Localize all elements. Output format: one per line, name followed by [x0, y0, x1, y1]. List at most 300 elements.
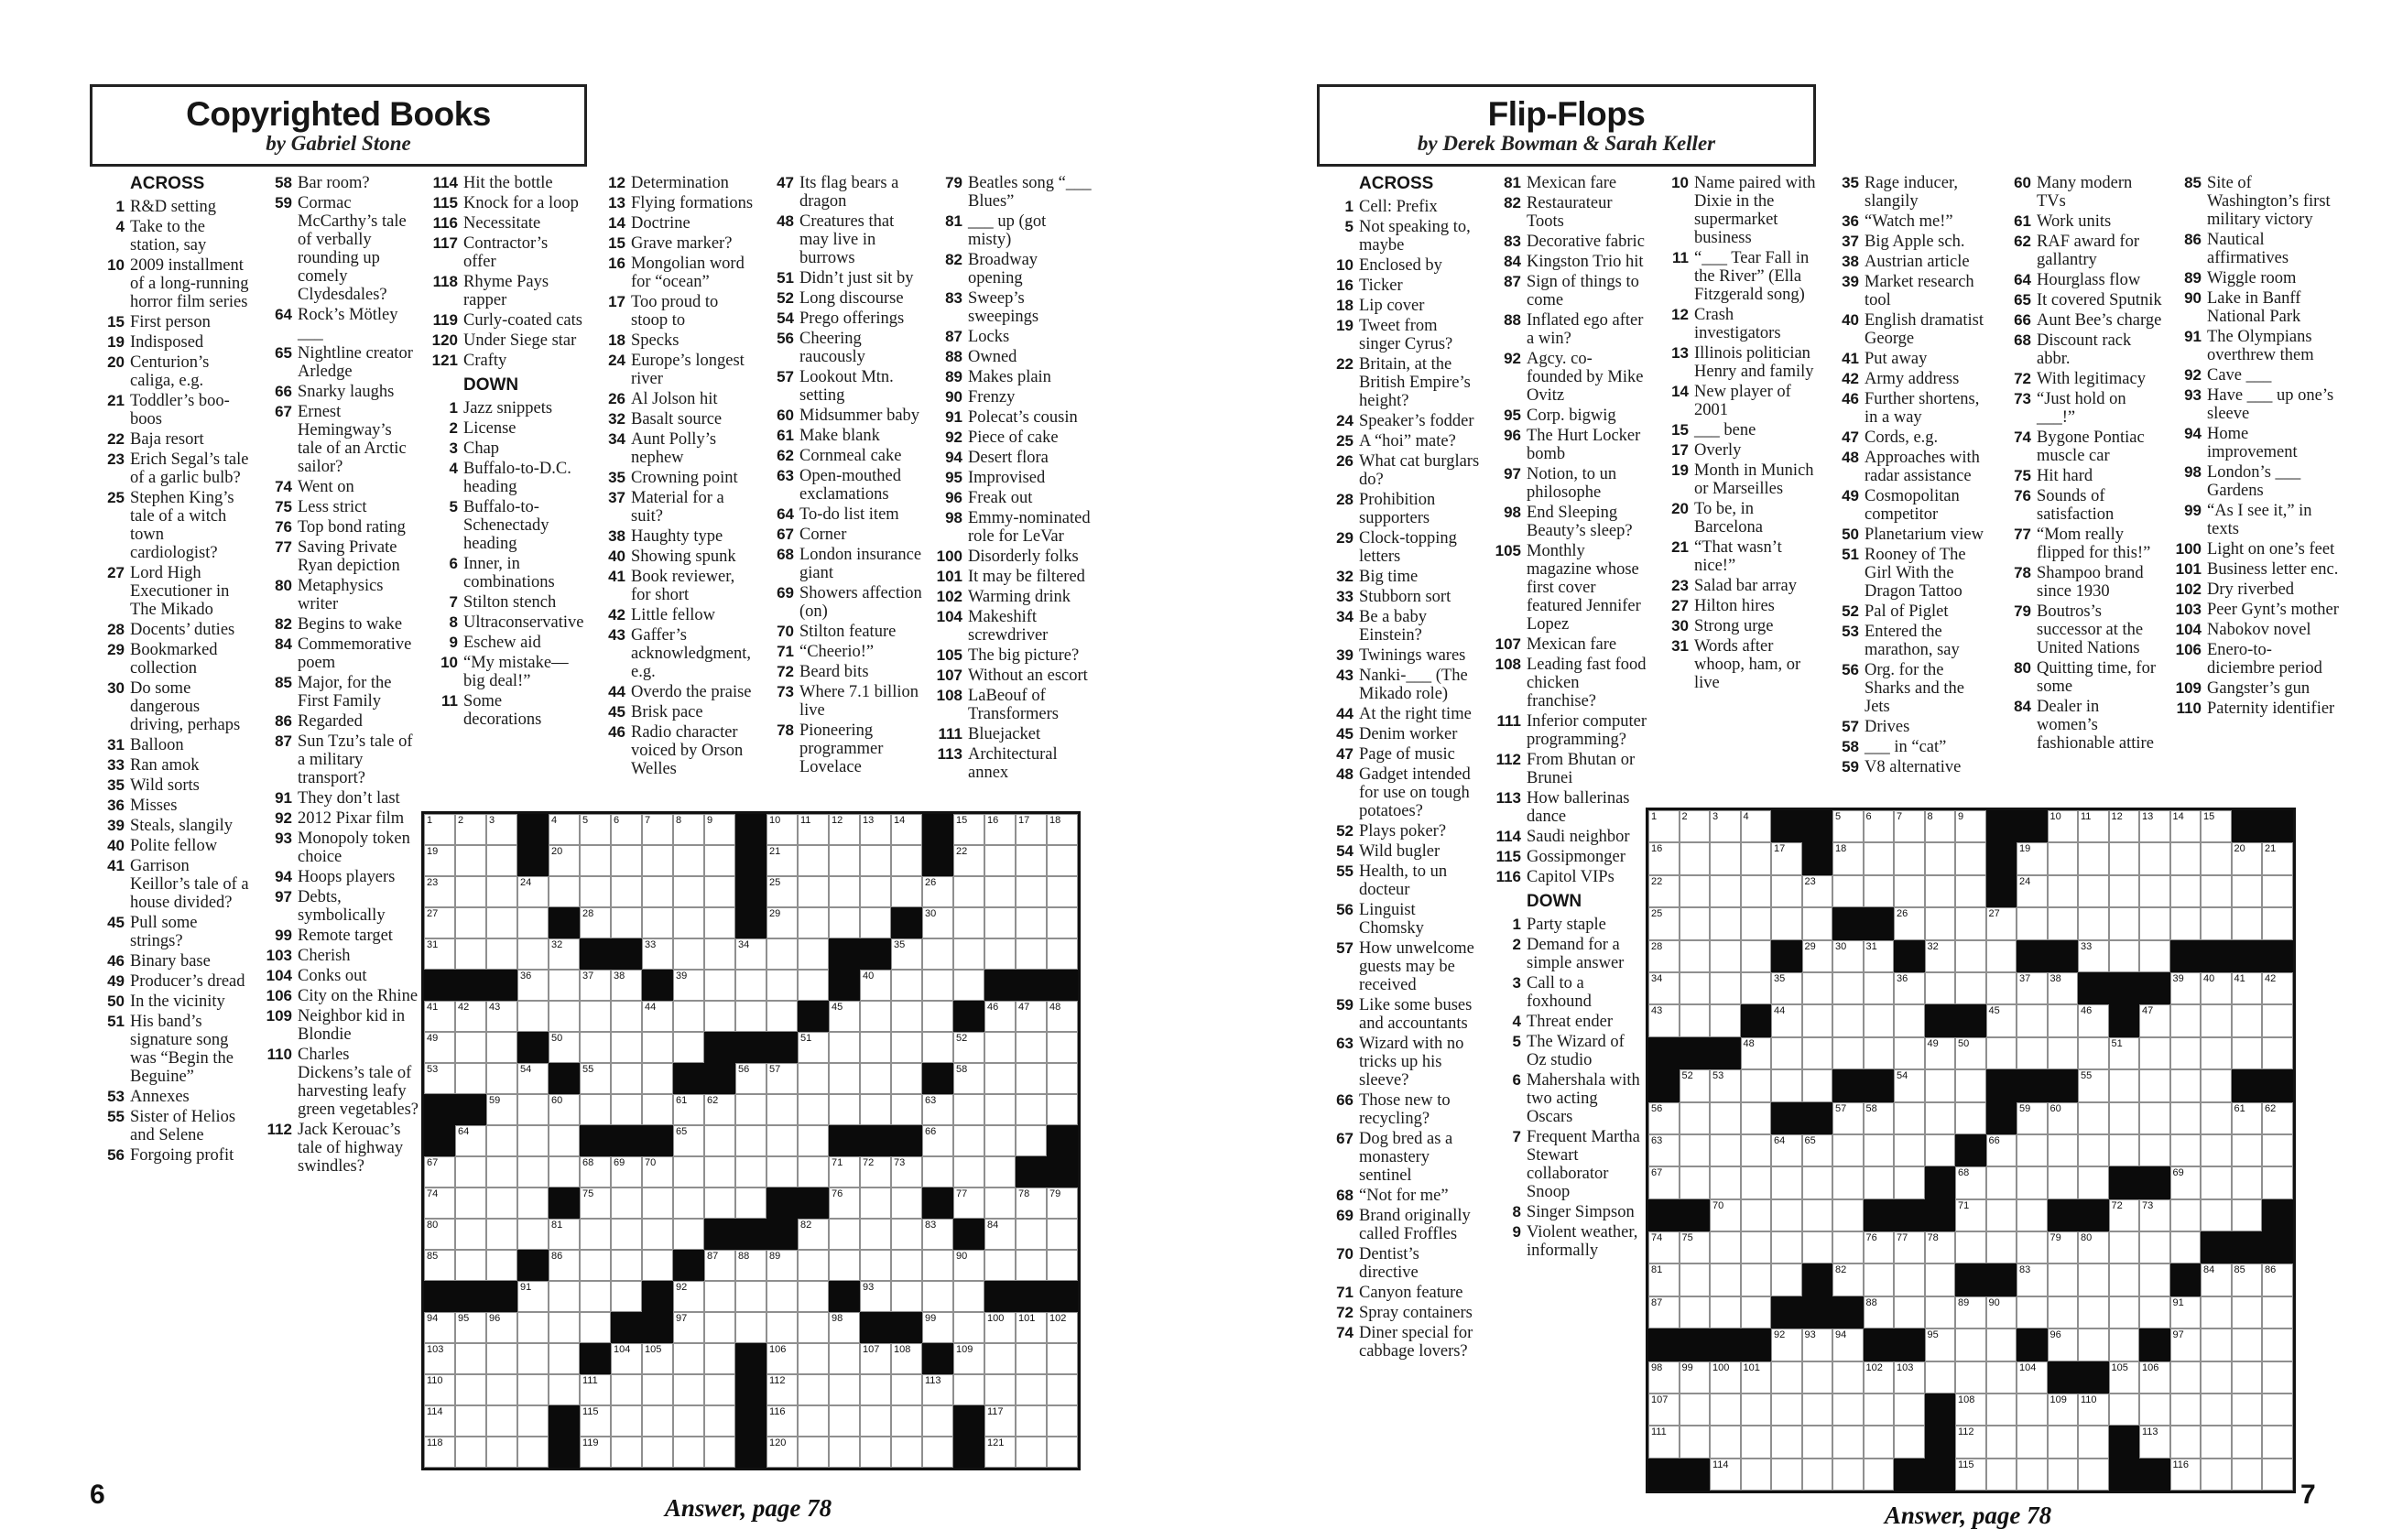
- clue: [1324, 1324, 1480, 1361]
- clue: [2002, 428, 2163, 465]
- clue: [95, 776, 251, 795]
- clue-text: Frequent Martha Stewart collaborator Snoop: [1527, 1128, 1640, 1201]
- grid-cell: [2048, 1134, 2079, 1166]
- grid-cell-number: 35: [1774, 972, 1786, 984]
- grid-cell: [2109, 1102, 2140, 1134]
- grid-cell-number: 52: [956, 1033, 968, 1044]
- grid-cell: [1802, 972, 1833, 1004]
- grid-cell: [1864, 1394, 1895, 1426]
- clue: [95, 972, 251, 991]
- clue-number: 31: [107, 736, 125, 754]
- clue-number: 6: [1512, 1071, 1521, 1089]
- grid-cell: [1047, 1343, 1078, 1374]
- clue-text: Notion, to un philosophe: [1527, 465, 1617, 502]
- grid-cell: [1047, 907, 1078, 938]
- grid-cell: [953, 1374, 984, 1405]
- clue-text: Nabokov novel: [2207, 621, 2311, 639]
- grid-cell-black: [2262, 1069, 2293, 1101]
- clue: [429, 273, 584, 309]
- clue-number: 11: [441, 692, 458, 710]
- clue-text: Without an escort: [968, 667, 1088, 685]
- grid-cell: [2109, 1263, 2140, 1296]
- grid-cell: [2232, 1037, 2263, 1069]
- grid-cell: [455, 1032, 486, 1063]
- clue-number: 67: [777, 526, 794, 543]
- grid-cell: [2017, 972, 2048, 1004]
- grid-cell: [829, 1437, 860, 1468]
- clue-text: Sweep’s sweepings: [968, 289, 1039, 326]
- clue-text: Annexes: [130, 1088, 190, 1106]
- grid-cell-number: 57: [1835, 1102, 1847, 1114]
- grid-cell: [455, 938, 486, 970]
- grid-cell: [766, 1405, 798, 1437]
- clue: [1324, 256, 1480, 275]
- clue-text: Toddler’s boo-boos: [130, 392, 230, 428]
- clue-text: Balloon: [130, 736, 184, 754]
- clue-text: Flying formations: [631, 194, 754, 212]
- grid-cell: [486, 1001, 517, 1032]
- clue: [933, 368, 1093, 386]
- clue-text: Mahershala with two acting Oscars: [1527, 1071, 1640, 1126]
- clue: [933, 408, 1093, 427]
- grid-cell: [953, 1094, 984, 1125]
- clue-number: 91: [2184, 328, 2202, 345]
- clue-number: 42: [608, 606, 625, 624]
- grid-cell-number: 62: [707, 1095, 719, 1106]
- grid-cell: [673, 907, 704, 938]
- grid-cell-number: 79: [2049, 1232, 2061, 1244]
- clue-text: In the vicinity: [130, 992, 225, 1011]
- clue-column: [2002, 174, 2163, 804]
- clue-number: 46: [608, 723, 625, 741]
- grid-cell-black: [1986, 1069, 2017, 1101]
- clue-text: Grave marker?: [631, 234, 733, 253]
- grid-cell: [1741, 1459, 1772, 1491]
- grid-cell: [829, 1343, 860, 1374]
- grid-cell-number: 16: [1651, 843, 1663, 855]
- clue-number: 47: [1336, 745, 1354, 763]
- clue-number: 98: [1504, 504, 1521, 521]
- grid-cell: [486, 1250, 517, 1281]
- clue-column: [765, 174, 922, 804]
- clue: [429, 419, 584, 438]
- clue: [1492, 789, 1647, 826]
- clue-number: 1: [449, 399, 458, 417]
- grid-cell-black: [1802, 810, 1833, 842]
- clue: [263, 888, 419, 925]
- grid-cell: [984, 1437, 1016, 1468]
- clue-text: Aunt Bee’s charge: [2037, 311, 2162, 330]
- clue: [1492, 253, 1647, 271]
- clue-number: 68: [2014, 331, 2031, 349]
- clue: [95, 256, 251, 311]
- clue-text: Prego offerings: [799, 309, 905, 328]
- clue: [2002, 291, 2163, 309]
- grid-cell-number: 74: [1651, 1232, 1663, 1244]
- grid-cell: [642, 907, 673, 938]
- grid-cell-black: [1864, 907, 1895, 939]
- grid-cell: [1864, 972, 1895, 1004]
- grid-cell: [2232, 907, 2263, 939]
- grid-cell: [798, 845, 829, 876]
- clue: [765, 212, 922, 267]
- grid-cell: [642, 1219, 673, 1250]
- grid-cell-number: 56: [1651, 1102, 1663, 1114]
- grid-cell: [1047, 938, 1078, 970]
- grid-cell: [1710, 1069, 1741, 1101]
- clue: [596, 410, 754, 428]
- grid-cell: [2232, 1199, 2263, 1231]
- grid-cell: [1648, 1004, 1680, 1036]
- clue-text: Dry riverbed: [2207, 580, 2295, 599]
- grid-cell: [2170, 1394, 2202, 1426]
- clue-number: 58: [275, 174, 292, 191]
- clue-number: 76: [275, 518, 292, 536]
- grid-cell: [1648, 1296, 1680, 1329]
- grid-cell-number: 33: [2081, 940, 2093, 952]
- clue: [1659, 174, 1817, 247]
- grid-cell: [984, 1250, 1016, 1281]
- grid-cell-number: 12: [832, 815, 843, 826]
- clue-number: 40: [107, 837, 125, 854]
- grid-cell: [2139, 842, 2170, 874]
- grid-cell: [1648, 907, 1680, 939]
- clue-text: Owned: [968, 348, 1017, 366]
- clue-number: 92: [275, 809, 292, 827]
- clue-number: 19: [1671, 461, 1689, 479]
- grid-cell-black: [2048, 1069, 2079, 1101]
- clue: [933, 289, 1093, 326]
- grid-cell-black: [1648, 1037, 1680, 1069]
- grid-cell: [829, 1032, 860, 1063]
- grid-cell-number: 51: [800, 1033, 812, 1044]
- grid-cell: [891, 1281, 922, 1312]
- grid-cell: [798, 970, 829, 1001]
- clue-text: Leading fast food chicken franchise?: [1527, 656, 1647, 710]
- grid-cell: [1016, 1374, 1047, 1405]
- grid-cell: [455, 1219, 486, 1250]
- grid-cell-number: 37: [2019, 972, 2031, 984]
- clue-number: 46: [1842, 390, 1859, 407]
- clue-text: Ernest Hemingway’s tale of an Arctic sailor?: [298, 403, 407, 476]
- grid-cell: [1802, 1459, 1833, 1491]
- grid-cell-number: 81: [1651, 1264, 1663, 1276]
- clue-number: 111: [1496, 712, 1521, 730]
- grid-cell: [2262, 972, 2293, 1004]
- clue: [2172, 621, 2339, 639]
- clue-number: 47: [1842, 428, 1859, 446]
- grid-cell: [891, 1156, 922, 1188]
- clue-number: 5: [1344, 218, 1354, 235]
- clue-number: 77: [2014, 526, 2031, 543]
- grid-cell: [1680, 842, 1711, 874]
- grid-cell: [455, 1188, 486, 1219]
- grid-cell: [580, 814, 611, 845]
- clue: [263, 615, 419, 634]
- grid-cell-black: [1648, 1459, 1680, 1491]
- clue: [596, 683, 754, 701]
- grid-cell: [1710, 1199, 1741, 1231]
- grid-cell: [611, 1405, 642, 1437]
- clue: [596, 489, 754, 526]
- clue-number: 30: [107, 679, 125, 697]
- grid-cell: [1648, 842, 1680, 874]
- clue-number: 112: [1495, 751, 1521, 768]
- grid-cell: [2262, 1459, 2293, 1491]
- clue-text: Sun Tzu’s tale of a military transport?: [298, 732, 413, 787]
- grid-cell-black: [922, 1343, 953, 1374]
- clue: [933, 568, 1093, 586]
- grid-cell: [1832, 1394, 1864, 1426]
- grid-cell-black: [455, 1281, 486, 1312]
- grid-cell-number: 85: [427, 1251, 439, 1262]
- clue-number: 15: [1671, 421, 1689, 439]
- clue-number: 69: [1336, 1207, 1354, 1224]
- clue-text: Many modern TVs: [2037, 174, 2133, 211]
- clue-number: 92: [2184, 366, 2202, 384]
- clue: [95, 198, 251, 216]
- grid-cell: [1648, 1263, 1680, 1296]
- clue-column: [1830, 174, 1991, 804]
- grid-cell-number: 73: [2142, 1199, 2154, 1211]
- clue-text: Call to a foxhound: [1527, 974, 1592, 1011]
- grid-cell: [2078, 1426, 2109, 1458]
- grid-cell-black: [2232, 1231, 2263, 1263]
- clue-number: 28: [1336, 491, 1354, 508]
- clue-number: 10: [1336, 256, 1354, 274]
- grid-cell: [704, 814, 735, 845]
- clue-text: Wild bugler: [1359, 842, 1441, 861]
- grid-cell: [2139, 875, 2170, 907]
- grid-cell: [2139, 1426, 2170, 1458]
- clue-number: 68: [777, 546, 794, 563]
- clue: [1830, 526, 1991, 544]
- clue: [95, 756, 251, 775]
- clue-text: Where 7.1 billion live: [799, 683, 919, 720]
- grid-cell: [2017, 1199, 2048, 1231]
- grid-cell-number: 104: [2019, 1361, 2037, 1373]
- clue-text: Cornmeal cake: [799, 447, 902, 465]
- clue-number: 32: [1336, 568, 1354, 585]
- clue-text: Its flag bears a dragon: [799, 174, 899, 211]
- grid-cell-number: 105: [2111, 1361, 2128, 1373]
- clue: [596, 626, 754, 681]
- grid-cell-black: [1741, 1329, 1772, 1361]
- grid-cell: [1680, 875, 1711, 907]
- page-number-left: 6: [90, 1480, 105, 1510]
- grid-cell-number: 63: [1651, 1134, 1663, 1146]
- grid-cell: [2017, 1004, 2048, 1036]
- grid-cell-black: [953, 1219, 984, 1250]
- clue-number: 109: [2175, 679, 2202, 697]
- clue-text: Demand for a simple answer: [1527, 936, 1625, 972]
- clue-number: 75: [275, 498, 292, 515]
- clue-number: 39: [1336, 646, 1354, 664]
- grid-cell: [1864, 940, 1895, 972]
- grid-cell: [642, 876, 673, 907]
- grid-cell: [1925, 907, 1956, 939]
- grid-cell: [580, 1281, 611, 1312]
- clue: [765, 368, 922, 405]
- grid-cell: [2262, 1102, 2293, 1134]
- clue: [2172, 425, 2339, 461]
- clue-number: 1: [115, 198, 125, 215]
- grid-cell-number: 38: [2049, 972, 2061, 984]
- grid-cell: [1016, 1405, 1047, 1437]
- grid-cell: [860, 1156, 891, 1188]
- grid-cell-black: [642, 970, 673, 1001]
- grid-cell: [704, 907, 735, 938]
- grid-cell: [860, 1001, 891, 1032]
- grid-cell-black: [798, 1188, 829, 1219]
- grid-cell: [486, 938, 517, 970]
- grid-cell-number: 50: [1958, 1037, 1970, 1049]
- grid-cell: [2232, 1459, 2263, 1491]
- grid-cell: [2109, 1069, 2140, 1101]
- clue: [596, 174, 754, 192]
- grid-cell-number: 111: [1651, 1426, 1667, 1438]
- grid-cell-black: [1864, 1069, 1895, 1101]
- grid-cell: [2078, 1394, 2109, 1426]
- grid-cell: [1771, 1037, 1802, 1069]
- grid-cell: [2232, 1102, 2263, 1134]
- clue-text: Forgoing profit: [130, 1146, 234, 1165]
- clue-text: Canyon feature: [1359, 1284, 1463, 1302]
- clue-text: ___ bene: [1694, 421, 1756, 439]
- clue-number: 102: [936, 588, 962, 605]
- clue-text: Market research tool: [1865, 273, 1974, 309]
- grid-cell: [953, 1156, 984, 1188]
- grid-cell: [1832, 810, 1864, 842]
- grid-cell: [580, 907, 611, 938]
- grid-cell: [1680, 1263, 1711, 1296]
- clue-text: “Just hold on ___!”: [2037, 390, 2126, 427]
- clue: [933, 388, 1093, 407]
- grid-cell: [984, 1374, 1016, 1405]
- clue-number: 108: [1495, 656, 1521, 673]
- clue: [2172, 174, 2339, 229]
- grid-cell-number: 113: [925, 1375, 941, 1386]
- grid-cell: [1925, 842, 1956, 874]
- clue-number: 110: [2176, 700, 2202, 717]
- grid-cell: [2232, 1296, 2263, 1329]
- grid-cell-number: 54: [520, 1064, 532, 1075]
- grid-cell: [2078, 1004, 2109, 1036]
- clue-text: Make blank: [799, 427, 880, 445]
- grid-cell-number: 79: [1049, 1188, 1061, 1199]
- grid-cell: [922, 1250, 953, 1281]
- grid-cell-black: [1894, 1329, 1925, 1361]
- grid-cell: [549, 1219, 580, 1250]
- grid-cell: [1894, 875, 1925, 907]
- grid-cell: [611, 814, 642, 845]
- clue-text: Entered the marathon, say: [1865, 623, 1960, 659]
- grid-cell-black: [673, 1063, 704, 1094]
- grid-cell: [580, 1250, 611, 1281]
- clue: [596, 723, 754, 778]
- grid-cell: [424, 814, 455, 845]
- grid-cell: [2170, 810, 2202, 842]
- clue: [95, 333, 251, 352]
- clue: [2002, 467, 2163, 485]
- clue-number: 66: [2014, 311, 2031, 329]
- clue-text: Pull some strings?: [130, 914, 198, 950]
- grid-cell: [517, 1405, 549, 1437]
- grid-cell-number: 83: [925, 1220, 937, 1231]
- grid-cell-black: [580, 1343, 611, 1374]
- grid-cell: [766, 845, 798, 876]
- grid-cell-number: 41: [2234, 972, 2245, 984]
- clue-text: Improvised: [968, 469, 1046, 487]
- clue: [95, 857, 251, 912]
- clue-text: Org. for the Sharks and the Jets: [1865, 661, 1964, 716]
- grid-cell: [673, 1094, 704, 1125]
- clue-text: Bar room?: [298, 174, 370, 192]
- clue: [1492, 1223, 1647, 1260]
- clue-text: To-do list item: [799, 505, 899, 524]
- grid-cell-number: 42: [458, 1002, 470, 1013]
- clue-text: Steals, slangily: [130, 817, 234, 835]
- grid-cell-number: 34: [738, 939, 750, 950]
- clue-number: 61: [777, 427, 794, 444]
- grid-cell-black: [2232, 1069, 2263, 1101]
- grid-cell: [891, 1437, 922, 1468]
- grid-cell: [2017, 1459, 2048, 1491]
- grid-cell-number: 54: [1897, 1070, 1908, 1082]
- clue: [933, 646, 1093, 665]
- grid-cell-number: 67: [427, 1157, 439, 1168]
- grid-cell-black: [984, 970, 1016, 1001]
- clue-text: Big Apple sch.: [1865, 233, 1965, 251]
- clue: [765, 467, 922, 504]
- clue: [765, 683, 922, 720]
- grid-cell-black: [1986, 842, 2017, 874]
- grid-cell-black: [1864, 1329, 1895, 1361]
- clue-text: Frenzy: [968, 388, 1016, 407]
- clue-text: Some decorations: [463, 692, 542, 729]
- grid-cell-number: 111: [582, 1375, 598, 1386]
- grid-cell-number: 18: [1835, 843, 1847, 855]
- grid-cell: [642, 1188, 673, 1219]
- grid-cell-number: 116: [2172, 1459, 2190, 1470]
- clue: [765, 309, 922, 328]
- grid-cell-number: 105: [645, 1344, 662, 1355]
- grid-cell-number: 28: [1651, 940, 1663, 952]
- grid-cell-black: [549, 1437, 580, 1468]
- grid-cell: [1016, 1063, 1047, 1094]
- clue-text: Cormac McCarthy’s tale of verbally rounding up comely Clydesdales?: [298, 194, 407, 304]
- grid-cell: [798, 1250, 829, 1281]
- clue: [263, 194, 419, 304]
- grid-cell: [2017, 1394, 2048, 1426]
- grid-cell-number: 28: [582, 908, 594, 919]
- grid-cell-number: 10: [769, 815, 781, 826]
- clue-text: Misses: [130, 797, 178, 815]
- grid-cell: [2262, 875, 2293, 907]
- grid-cell: [673, 1219, 704, 1250]
- grid-cell-number: 29: [1804, 940, 1816, 952]
- clue: [765, 269, 922, 287]
- grid-cell-number: 106: [2142, 1361, 2159, 1373]
- grid-cell: [2201, 1394, 2232, 1426]
- grid-cell: [424, 876, 455, 907]
- clue-text: Less strict: [298, 498, 367, 516]
- grid-cell: [549, 1374, 580, 1405]
- grid-cell: [891, 1250, 922, 1281]
- grid-cell: [984, 1032, 1016, 1063]
- clue-text: Didn’t just sit by: [799, 269, 914, 287]
- clue-text: Diner special for cabbage lovers?: [1359, 1324, 1473, 1361]
